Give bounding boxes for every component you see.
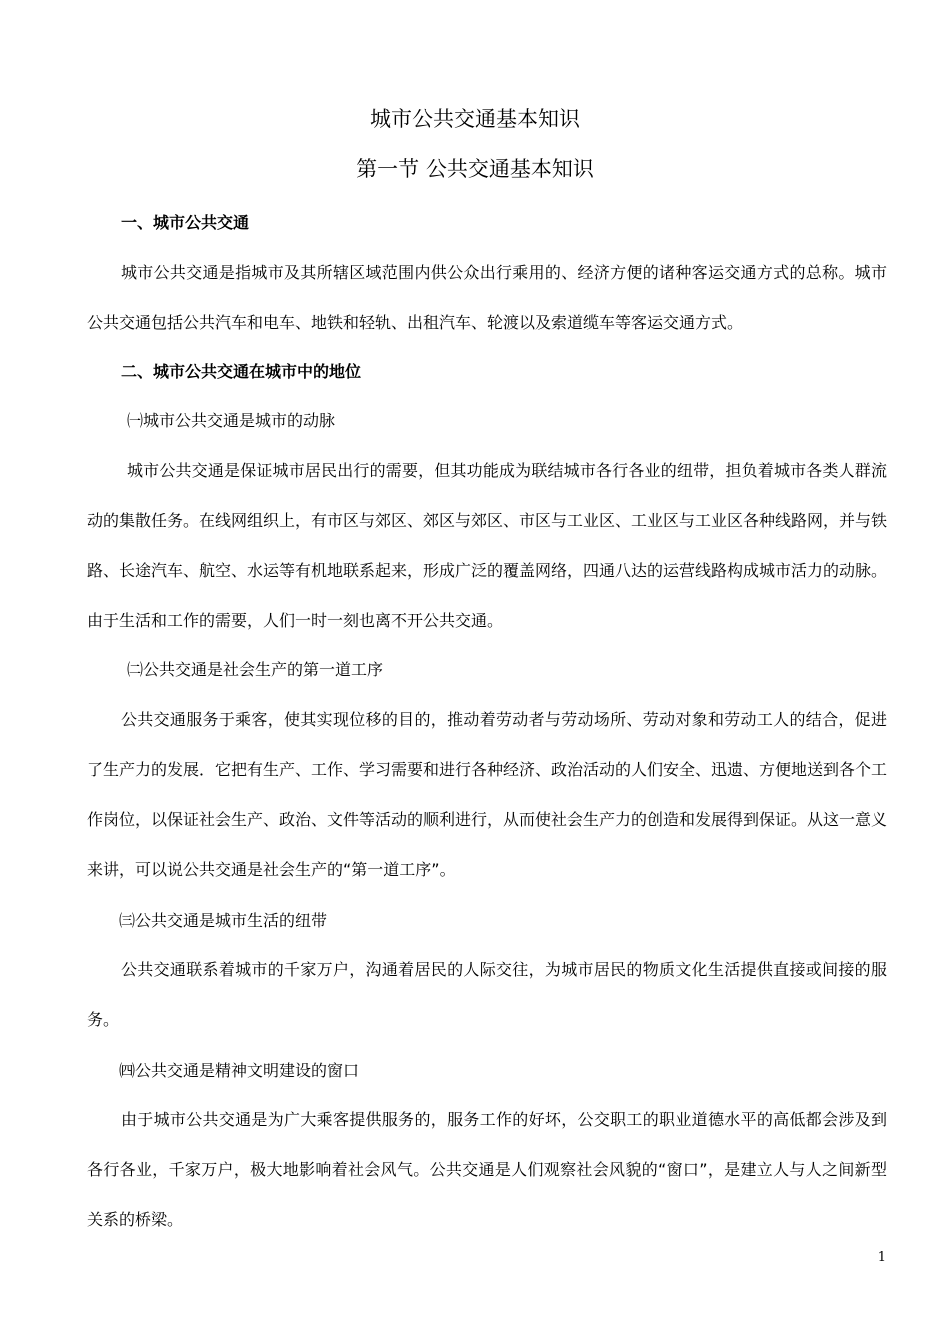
paragraph-1: 城市公共交通是指城市及其所辖区域范围内供公众出行乘用的、经济方便的诸种客运交通方式的总称。城市公共交通包括公共汽车和电车、地铁和轻轨、出租汽车、轮渡以及索道缆车等客运交通方式。 xyxy=(87,263,887,332)
heading-2: 二、城市公共交通在城市中的地位 xyxy=(121,362,362,381)
paragraph-4: 公共交通联系着城市的千家万户，沟通着居民的人际交往，为城市居民的物质文化生活提供直接或间接的服务。 xyxy=(87,960,887,1029)
paragraph-3: 公共交通服务于乘客，使其实现位移的目的，推动着劳动者与劳动场所、劳动对象和劳动工人的结合，促进了生产力的发展．它把有生产、工作、学习需要和进行各种经济、政治活动的人们安全、迅遗、方便地送到各个工作岗位，以保证社会生产、政治、文件等活动的顺利进行，从而使社会生产力的创造和发展得到保证。从这一意义来讲，可以说公共交通是社会生产的“第一道工序”。 xyxy=(87,710,888,879)
section-title: 第一节 公共交通基本知识 xyxy=(356,157,594,181)
subheading-2: ㈡公共交通是社会生产的第一道工序 xyxy=(127,660,384,679)
heading-1: 一、城市公共交通 xyxy=(121,213,250,232)
document-title: 城市公共交通基本知识 xyxy=(370,107,580,131)
subheading-4: ㈣公共交通是精神文明建设的窗口 xyxy=(119,1061,360,1080)
subheading-3: ㈢公共交通是城市生活的纽带 xyxy=(119,911,328,930)
paragraph-5: 由于城市公共交通是为广大乘客提供服务的，服务工作的好坏，公交职工的职业道德水平的高低都会涉及到各行各业，千家万户，极大地影响着社会风气。公共交通是人们观察社会风貌的“窗口”，是建立人与人之间新型关系的桥梁。 xyxy=(87,1110,887,1229)
page-number: 1 xyxy=(877,1250,886,1265)
paragraph-2: 城市公共交通是保证城市居民出行的需要，但其功能成为联结城市各行各业的纽带，担负着城市各类人群流动的集散任务。在线网组织上，有市区与郊区、郊区与郊区、市区与工业区、工业区与工业区各种线路网，并与铁路、长途汽车、航空、水运等有机地联系起来，形成广泛的覆盖网络，四通八达的运营线路构成城市活力的动脉。由于生活和工作的需要，人们一时一刻也离不开公共交通。 xyxy=(87,461,888,630)
subheading-1: ㈠城市公共交通是城市的动脉 xyxy=(127,411,336,430)
